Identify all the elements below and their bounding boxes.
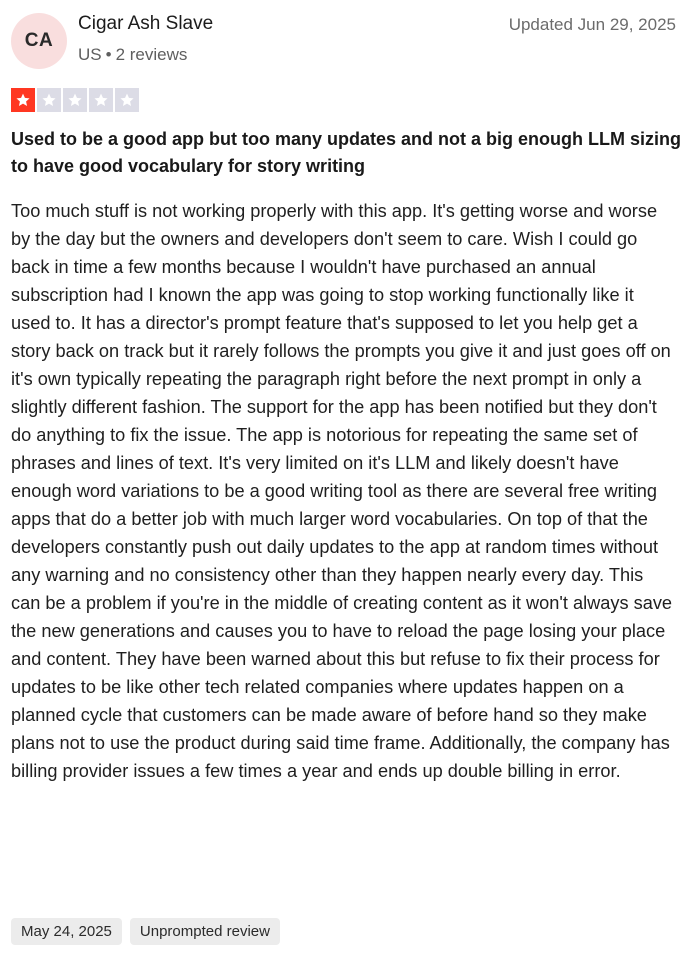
experience-date-badge: May 24, 2025: [11, 918, 122, 945]
reviewer-meta: [78, 45, 187, 65]
reviewer-name[interactable]: Cigar Ash Slave: [78, 13, 214, 34]
star-icon: [37, 88, 61, 112]
review-body: Too much stuff is not working properly with this app. It's getting worse and worse by the day but the owners and developers don't seem to care. Wish I could go back in time a few months because I wouldn't have purchased an annual subscription had I known the app was going to stop working functionally like it used to. It has a director's prompt feature that's supposed to let you help get a story back on track but it rarely follows the prompts you give it and just goes off on it's own typically repeating the paragraph right before the next prompt in only a slightly different fashion. The support for the app has been notified but they don't do anything to fix the issue. The app is notorious for repeating the same set of phrases and lines of text. It's very limited on it's LLM and likely doesn't have enough word variations to be a good writing tool as there are several free writing apps that do a better job with much larger word vocabularies. On top of that the developers constantly push out daily updates to the app at random times without any warning and no consistency other than they happen nearly every day. This can be a problem if you're in the middle of creating content as it won't always save the new generations and causes you to have to reload the page losing your place and content. They have been warned about this but refuse to fix their process for updates to be like other tech related companies where updates happen on a planned cycle that customers can be made aware of before hand so they make plans not to use the product during said time frame. Additionally, the company has billing provider issues a few times a year and ends up double billing in error.: [11, 201, 673, 781]
review-type-badge[interactable]: Unprompted review: [130, 918, 280, 945]
star-icon: [63, 88, 87, 112]
star-icon: [115, 88, 139, 112]
reviewer-review-count: 2 reviews: [115, 45, 188, 64]
star-icon: [11, 88, 35, 112]
reviewer-country: US: [78, 45, 102, 64]
avatar-initials: CA: [24, 30, 54, 51]
star-icon: [89, 88, 113, 112]
avatar[interactable]: [11, 13, 67, 69]
updated-date: Updated Jun 29, 2025: [508, 15, 676, 34]
star-rating: [11, 88, 139, 112]
meta-separator: •: [105, 45, 112, 64]
review-tags: [11, 918, 280, 945]
review-title[interactable]: Used to be a good app but too many updates and not a big enough LLM sizing to have good vocabulary for story writing: [11, 129, 681, 176]
